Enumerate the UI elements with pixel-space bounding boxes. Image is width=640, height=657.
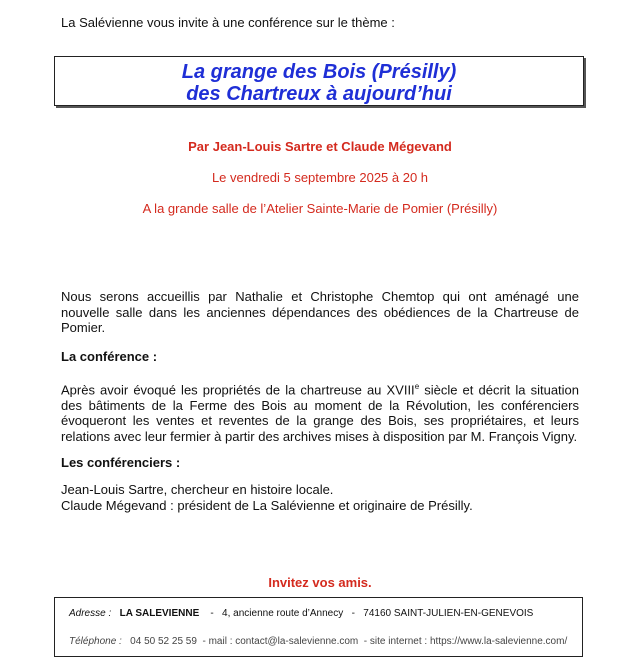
phone-label: Téléphone :: [69, 636, 122, 647]
speakers-line: Par Jean-Louis Sartre et Claude Mégevand: [188, 139, 452, 154]
email[interactable]: mail : contact@la-salevienne.com: [208, 636, 359, 647]
footer-address: [69, 608, 533, 619]
venue-line: A la grande salle de l’Atelier Sainte-Marie de Pomier (Présilly): [142, 201, 498, 216]
street: 4, ancienne route d’Annecy: [222, 608, 344, 619]
postcode-city: 74160 SAINT-JULIEN-EN-GENEVOIS: [363, 608, 534, 619]
address-label: Adresse :: [69, 608, 112, 619]
title-line-1: La grange des Bois (Présilly): [181, 61, 457, 83]
title-line-2: des Chartreux à aujourd’hui: [186, 83, 452, 105]
speakers-heading: Les conférenciers :: [61, 455, 181, 470]
century-superscript: e: [414, 382, 420, 391]
conference-paragraph: [61, 379, 579, 444]
conference-heading: La conférence :: [61, 349, 158, 364]
conference-text-end: siècle et décrit la situation des bâtiments de la Ferme des Bois au moment de la Révolution, les conférenciers évoqueront les ventes et reventes de la grange des Bois, ses propriétaires, et leurs relations avec leur fermier à partir des archives mises à disposition par M. François Vigny.: [61, 382, 580, 444]
speakers-list: [61, 482, 579, 513]
sep-2: -: [351, 608, 355, 619]
intro-text: La Salévienne vous invite à une conférence sur le thème :: [61, 15, 395, 30]
welcome-text: Nous serons accueillis par Nathalie et Christophe Chemtop qui ont aménagé une nouvelle salle dans les anciennes dépendances des obédiences de la Chartreuse de Pomier.: [61, 289, 579, 335]
speaker-1: Jean-Louis Sartre, chercheur en histoire locale.: [61, 482, 334, 497]
footer-contact: Téléphone : 04 50 52 25 59 - mail : contact@la-salevienne.com - site internet : https://www.la-salevienne.com/: [69, 636, 568, 647]
invite-line: Invitez vos amis.: [268, 575, 372, 590]
speaker-2: Claude Mégevand : président de La Salévienne et originaire de Présilly.: [61, 497, 473, 513]
sep-1: -: [210, 608, 214, 619]
welcome-paragraph: [61, 289, 579, 336]
website[interactable]: site internet : https://www.la-salevienne.com/: [369, 636, 568, 647]
phone: 04 50 52 25 59: [130, 636, 197, 647]
org-name: LA SALEVIENNE: [119, 608, 200, 619]
title-box: [54, 56, 584, 106]
footer-box: [54, 597, 583, 657]
conference-text-start: Après avoir évoqué les propriétés de la chartreuse au XVIII: [61, 382, 415, 398]
date-line: Le vendredi 5 septembre 2025 à 20 h: [211, 170, 429, 185]
